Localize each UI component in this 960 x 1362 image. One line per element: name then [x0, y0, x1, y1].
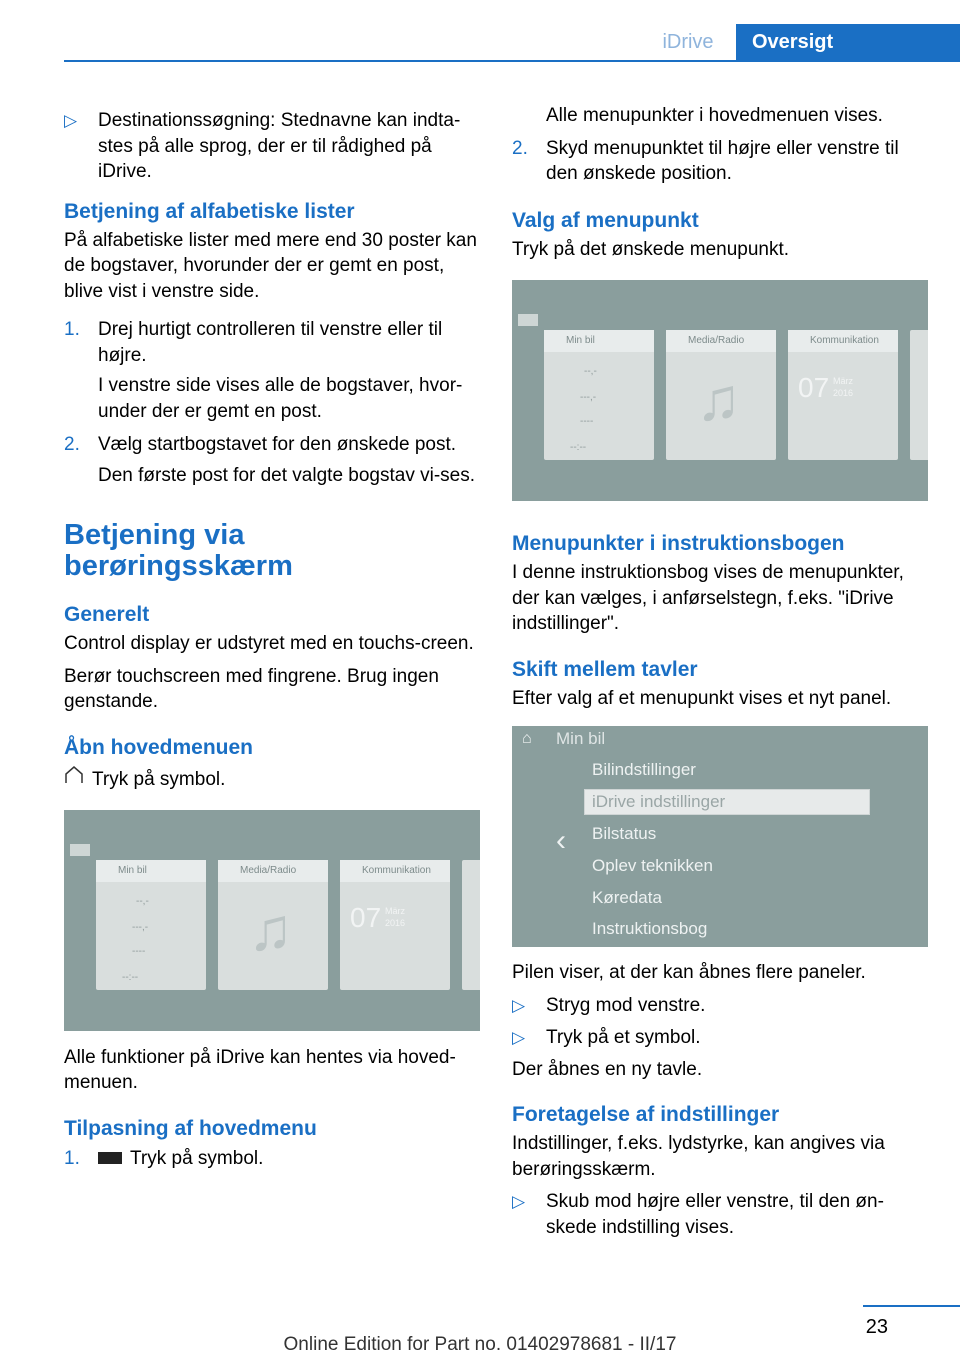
menu-symbol-icon — [518, 314, 538, 326]
tile-min-bil: Min bil --,- ---,- ---- --:-- — [544, 330, 654, 460]
step-2: 2. Vælg startbogstavet for den ønskede post. — [64, 434, 457, 455]
paragraph-menupunkter: I denne instruktionsbog vises de menupunkter, der kan vælges, i anførselstegn, f.eks. "iDrive indstillinger". — [512, 562, 904, 634]
main-menu-screenshot-2 — [512, 280, 928, 501]
triangle-bullet-icon: ▷ — [512, 995, 526, 1015]
menu-arrange-icon — [98, 1152, 122, 1164]
music-note-icon: ♫ — [696, 366, 741, 433]
submenu-item-selected: iDrive indstillinger — [592, 792, 726, 811]
heading-generelt: Generelt — [64, 603, 150, 626]
menu-symbol-icon — [70, 844, 90, 856]
heading-aabn: Åbn hovedmenuen — [64, 735, 254, 759]
main-menu-screenshot — [64, 810, 480, 1031]
header-section-idrive: iDrive — [662, 31, 714, 53]
heading-menupunkter: Menupunkter i instruktionsbogen — [512, 532, 845, 555]
triangle-bullet-icon: ▷ — [512, 1192, 526, 1211]
heading-tilpasning: Tilpasning af hovedmenu — [64, 1116, 317, 1140]
home-icon: ⌂ — [522, 730, 532, 747]
submenu-screenshot — [512, 726, 928, 947]
right-step-2: 2. Skyd menupunktet til højre eller venstre til den ønskede position. — [512, 137, 899, 184]
paragraph-generelt-1: Control display er udstyret med en touchs‐creen. — [64, 633, 474, 654]
footer-rule — [863, 1305, 960, 1307]
submenu-item: Oplev teknikken — [592, 856, 713, 875]
submenu-item: Bilstatus — [592, 824, 657, 843]
submenu-back-arrow-icon: ‹ — [556, 824, 566, 857]
paragraph-skift: Efter valg af et menupunkt vises et nyt panel. — [512, 687, 892, 709]
tile-partial — [462, 860, 480, 990]
heading-foretagelse: Foretagelse af indstillinger — [512, 1103, 780, 1126]
submenu-item: Køredata — [592, 888, 662, 907]
step-1-result: I venstre side vises alle de bogstaver, hvor‐under der er gemt en post. — [98, 375, 463, 422]
submenu-item: Instruktionsbog — [592, 919, 708, 938]
footer-edition: Online Edition for Part no. 01402978681 - II/17 — [283, 1334, 677, 1355]
bullet-destination: ▷ Destinationssøgning: Stednavne kan indta‐stes på alle sprog, der er til rådighed på iDrive. — [64, 110, 461, 182]
step-2-result: Den første post for det valgte bogstav vi‐ses. — [98, 464, 476, 486]
triangle-bullet-icon: ▷ — [64, 111, 78, 130]
tile-kommunikation: Kommunikation 07 März 2016 — [340, 860, 450, 990]
header-section-oversigt: Oversigt — [736, 24, 960, 61]
bullet-stryg: ▷ Stryg mod venstre. — [512, 993, 932, 1019]
home-icon — [64, 765, 86, 792]
right-column — [512, 100, 932, 1240]
tile-partial — [910, 330, 928, 460]
paragraph-pilen: Pilen viser, at der kan åbnes flere paneler. — [512, 962, 866, 983]
paragraph-alle-menupunkter: Alle menupunkter i hovedmenuen vises. — [546, 105, 883, 126]
heading-touch: Betjening via berøringsskærm — [64, 519, 293, 582]
heading-valg: Valg af menupunkt — [512, 208, 699, 232]
tile-media-radio: Media/Radio ♫ — [666, 330, 776, 460]
paragraph-alfabetiske: På alfabetiske lister med mere end 30 poster kan de bogstaver, hvorunder der er gemt en post, blive vist i venstre side. — [64, 229, 477, 302]
bullet-skub: ▷ Skub mod højre eller venstre, til den øn‐skede indstilling vises. — [512, 1191, 884, 1238]
home-instruction: Tryk på symbol. — [64, 765, 484, 792]
page-number: 23 — [865, 1316, 888, 1338]
tile-media-radio: Media/Radio ♫ — [218, 860, 328, 990]
heading-skift: Skift mellem tavler — [512, 657, 698, 681]
tilpasning-step-1: 1. Tryk på symbol. — [64, 1147, 264, 1169]
tile-kommunikation: Kommunikation 07 März 2016 — [788, 330, 898, 460]
step-1: 1. Drej hurtigt controlleren til venstre eller til højre. — [64, 319, 443, 366]
paragraph-alle-funktioner: Alle funktioner på iDrive kan hentes via hoved‐menuen. — [64, 1046, 456, 1093]
heading-alfabetiske: Betjening af alfabetiske lister — [64, 199, 355, 223]
left-column — [64, 100, 484, 1171]
submenu-item: Bilindstillinger — [592, 760, 696, 779]
paragraph-generelt-2: Berør touchscreen med fingrene. Brug ingen genstande. — [64, 665, 439, 712]
tile-min-bil: Min bil --,- ---,- ---- --:-- — [96, 860, 206, 990]
triangle-bullet-icon: ▷ — [512, 1028, 526, 1047]
music-note-icon: ♫ — [248, 895, 293, 963]
submenu-title: Min bil — [556, 729, 606, 748]
paragraph-valg: Tryk på det ønskede menupunkt. — [512, 238, 790, 260]
header-rule — [64, 60, 960, 62]
bullet-tryk: ▷ Tryk på et symbol. — [512, 1025, 932, 1051]
paragraph-foretagelse: Indstillinger, f.eks. lydstyrke, kan angives via berøringsskærm. — [512, 1133, 885, 1180]
paragraph-ny-tavle: Der åbnes en ny tavle. — [512, 1058, 703, 1080]
